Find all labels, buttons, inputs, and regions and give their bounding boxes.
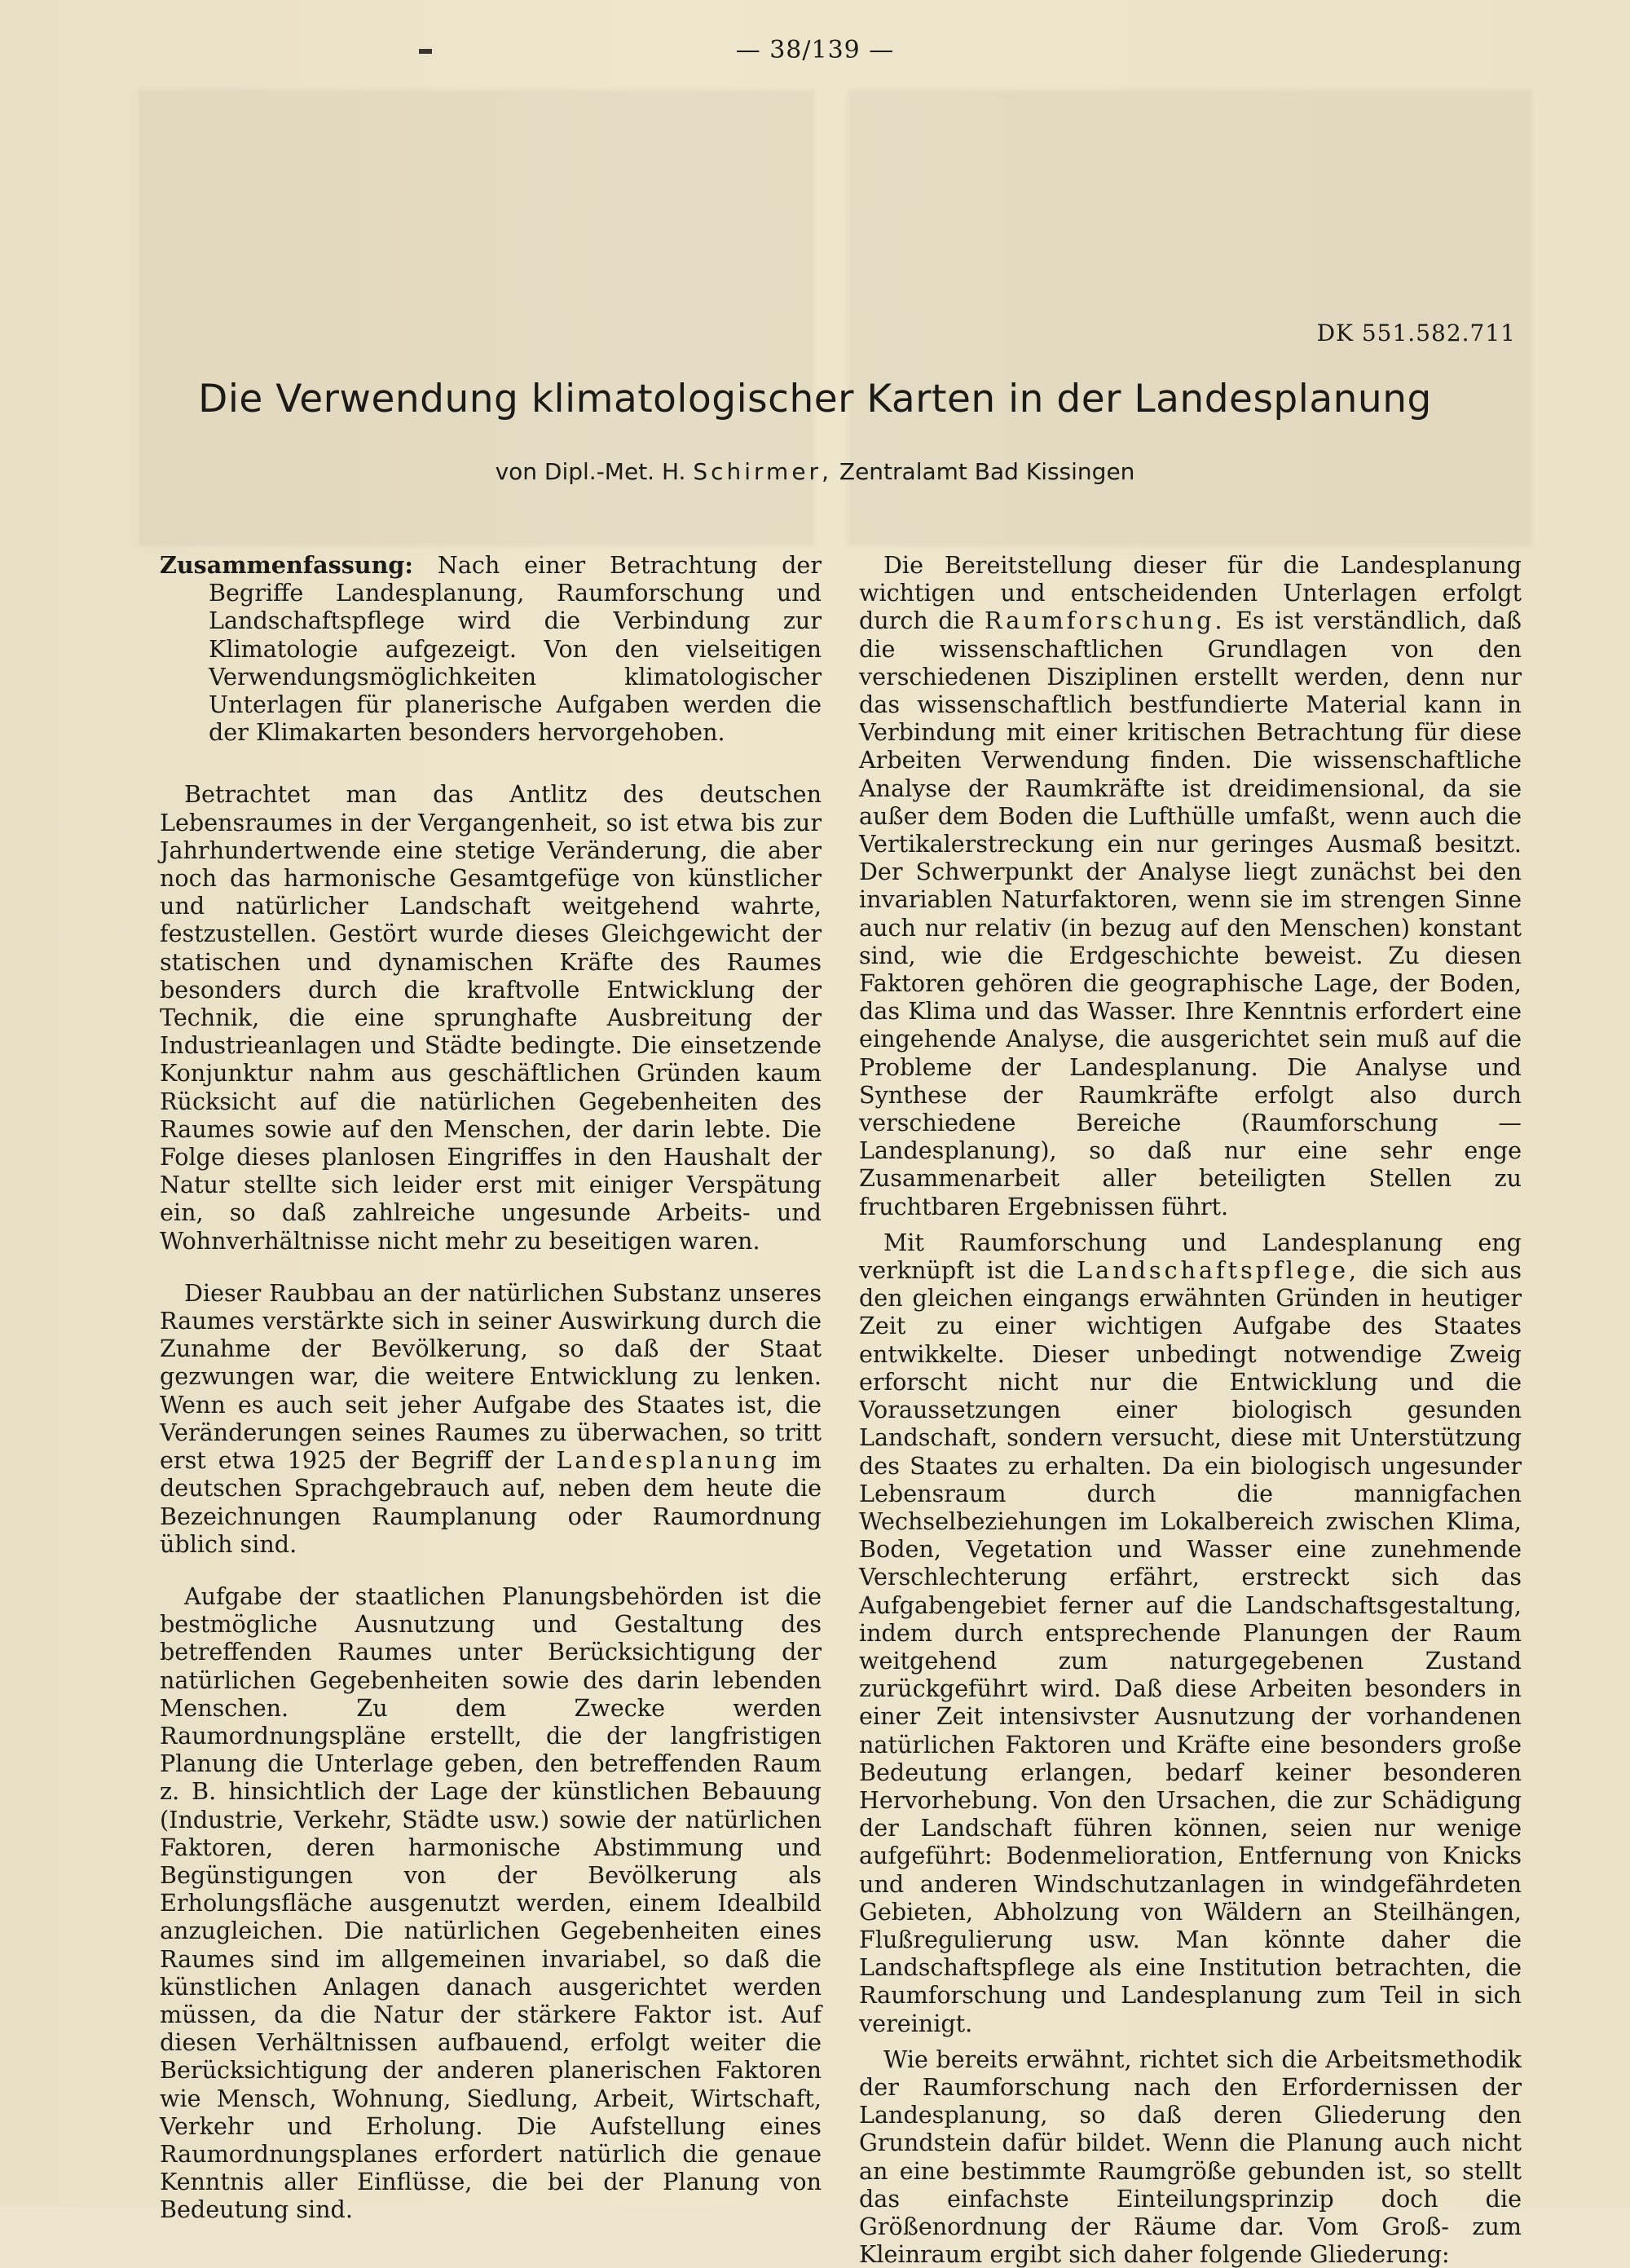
byline [0,458,1630,485]
paragraph [160,1279,822,1558]
paragraph [859,551,1522,1220]
paragraph-text: Die Bereitstellung dieser für die Landesplanung wichtigen und entscheidenden Unterlagen erfolgt durch die [859,551,1522,635]
author-affiliation: Zentralamt Bad Kissingen [839,458,1135,485]
summary-text: Nach einer Betrachtung der Begriffe Landesplanung, Raumforschung und Landschaftspflege wird die Verbindung zur Klimatologie aufgezeigt. Von den vielseitigen Verwendungsmöglichkeiten klimatologischer Unterlagen für planerische Aufgaben werden die der Klimakarten besonders hervorgehoben. [209,551,822,747]
paragraph: Betrachtet man das Antlitz des deutschen Lebensraumes in der Vergangenheit, so ist etwa bis zur Jahrhundertwende eine stetige Veränderung, die aber noch das harmonische Gesamtgefüge von künstlicher und natürlicher Landschaft weitgehend wahrte, festzustellen. Gestört wurde dieses Gleichgewicht der statischen und dynamischen Kräfte des Raumes besonders durch die kraftvolle Entwicklung der Technik, die eine sprunghafte Ausbreitung der Industrieanlagen und Städte bedingte. Die einsetzende Konjunktur nahm aus geschäftlichen Gründen kaum Rücksicht auf die natürlichen Gegebenheiten des Raumes sowie auf den Menschen, der darin lebte. Die Folge dieses planlosen Eingriffes in den Haushalt der Natur stellte sich leider erst mit einiger Verspätung ein, so daß zahlreiche ungesunde Arbeits- und Wohnverhältnisse nicht mehr zu beseitigen waren. [160,780,822,1255]
page-number: — 38/139 — [735,36,895,64]
paragraph-text: die sich aus den gleichen eingangs erwähnten Gründen in heutiger Zeit zu einer wichtigen Aufgabe des Staates entwikkelte. Dieser unbedingt notwendige Zweig erforscht nicht nur die Entwicklung und die Voraussetzungen einer biologisch gesunden Landschaft, sondern versucht, diese mit Unterstützung des Staates zu erhalten. Da ein biologisch ungesunder Lebensraum durch die mannigfachen Wechselbeziehungen im Lokalbereich zwischen Klima, Boden, Vegetation und Wasser eine zunehmende Verschlechterung erfährt, erstreckt sich das Aufgabengebiet ferner auf die Landschaftsgestaltung, indem durch entsprechende Planungen der Raum weitgehend zum naturgegebenen Zustand zurückgeführt wird. Daß diese Arbeiten besonders in einer Zeit intensivster Ausnutzung der vorhandenen natürlichen Faktoren und Kräfte eine besonders große Bedeutung erlangen, bedarf keiner besonderen Hervorhebung. Von den Ursachen, die zur Schädigung der Landschaft führen können, seien nur wenige aufgeführt: Bodenmelioration, Entfernung von Knicks und anderen Windschutzanlagen in windgefährdeten Gebieten, Abholzung von Wäldern an Steilhängen, Flußregulierung usw. Man könnte daher die Landschaftspflege als eine Institution betrachten, die Raumforschung und Landesplanung zum Teil in sich vereinigt. [859,1256,1522,2037]
paragraph-text: Mit Raumforschung und Landesplanung eng verknüpft ist die [859,1228,1522,1285]
right-column [859,551,1522,2268]
paragraph [859,1229,1522,2037]
classification-code: DK 551.582.711 [1316,320,1516,346]
emphasized-term: Landesplanung [556,1446,780,1475]
summary [160,551,822,746]
author-surname: Schirmer, [693,458,832,485]
left-column [160,551,822,2224]
emphasized-term: Raumforschung. [985,607,1226,635]
paragraph: Aufgabe der staatlichen Planungsbehörden ist die bestmögliche Ausnutzung und Gestaltung des betreffenden Raumes unter Berücksichtigung der natürlichen Gegebenheiten sowie des darin lebenden Menschen. Zu dem Zwecke werden Raumordnungspläne erstellt, die der langfristigen Planung die Unterlage geben, den betreffenden Raum z. B. hinsichtlich der Lage der künstlichen Bebauung (Industrie, Verkehr, Städte usw.) sowie der natürlichen Faktoren, deren harmonische Abstimmung und Begünstigungen von der Bevölkerung als Erholungsfläche ausgenutzt werden, einem Idealbild anzugleichen. Die natürlichen Gegebenheiten eines Raumes sind im allgemeinen invariabel, so daß die künstlichen Anlagen danach ausgerichtet werden müssen, da die Natur der stärkere Faktor ist. Auf diesen Verhältnissen aufbauend, erfolgt weiter die Berücksichtigung der anderen planerischen Faktoren wie Mensch, Wohnung, Siedlung, Arbeit, Wirtschaft, Verkehr und Erholung. Die Aufstellung eines Raumordnungsplanes erfordert natürlich die genaue Kenntnis aller Einflüsse, die bei der Planung von Bedeutung sind. [160,1582,822,2224]
summary-label: Zusammenfassung: [160,551,413,579]
paragraph-text: im deutschen Sprachgebrauch auf, neben dem heute die Bezeichnungen Raumplanung oder Raumordnung üblich sind. [160,1446,822,1558]
paragraph-text: Es ist verständlich, daß die wissenschaftlichen Grundlagen von den verschiedenen Disziplinen erstellt werden, denn nur das wissenschaftlich bestfundierte Material kann in Verbindung mit einer kritischen Betrachtung für diese Arbeiten Verwendung finden. Die wissenschaftliche Analyse der Raumkräfte ist dreidimensional, da sie außer dem Boden die Lufthülle umfaßt, wenn auch die Vertikalerstreckung ein nur geringes Ausmaß besitzt. Der Schwerpunkt der Analyse liegt zunächst bei den invariablen Naturfaktoren, wenn sie im strengen Sinne auch nur relativ (in bezug auf den Menschen) konstant sind, wie die Erdgeschichte beweist. Zu diesen Faktoren gehören die geographische Lage, der Boden, das Klima und das Wasser. Ihre Kenntnis erfordert eine eingehende Analyse, die ausgerichtet sein muß auf die Probleme der Landesplanung. Die Analyse und Synthese der Raumkräfte erfolgt also durch verschiedene Bereiche (Raumforschung — Landesplanung), so daß nur eine sehr enge Zusammenarbeit aller beteiligten Stellen zu fruchtbaren Ergebnissen führt. [859,607,1522,1220]
emphasized-term: Landschaftspflege, [1077,1256,1360,1285]
article-title: Die Verwendung klimatologischer Karten in der Landesplanung [198,377,1432,421]
paragraph: Wie bereits erwähnt, richtet sich die Arbeitsmethodik der Raumforschung nach den Erfordernissen der Landesplanung, so daß deren Gliederung den Grundstein dafür bildet. Wenn die Planung auch nicht an eine bestimmte Raumgröße gebunden ist, so stellt das einfachste Einteilungsprinzip doch die Größenordnung der Räume dar. Vom Groß- zum Kleinraum ergibt sich daher folgende Gliederung: [859,2045,1522,2268]
paragraph-text: Dieser Raubbau an der natürlichen Substanz unseres Raumes verstärkte sich in seiner Auswirkung durch die Zunahme der Bevölkerung, so daß der Staat gezwungen war, die weitere Entwicklung zu lenken. Wenn es auch seit jeher Aufgabe des Staates ist, die Veränderungen seines Raumes zu überwachen, so tritt erst etwa 1925 der Begriff der [160,1278,822,1475]
byline-prefix: von Dipl.-Met. H. [495,458,686,485]
